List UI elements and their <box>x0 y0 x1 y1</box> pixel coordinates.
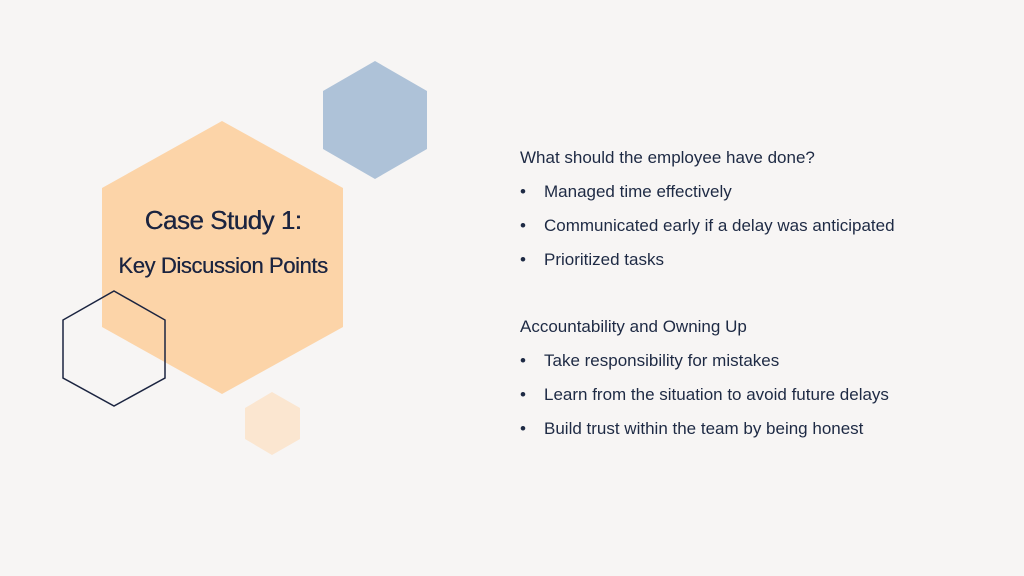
section-spacer <box>520 282 900 315</box>
bullet-item <box>520 349 900 372</box>
bullet-dot: • <box>520 182 526 201</box>
section-employee-actions <box>520 146 900 271</box>
bullet-list <box>520 349 900 440</box>
section-heading: What should the employee have done? <box>520 148 815 167</box>
blue-hexagon <box>323 61 427 179</box>
content-area <box>520 146 900 451</box>
bullet-list <box>520 180 900 271</box>
bullet-text: Communicated early if a delay was anticipated <box>544 216 895 235</box>
bullet-text: Learn from the situation to avoid future delays <box>544 385 889 404</box>
bullet-dot: • <box>520 385 526 404</box>
small-peach-hexagon <box>245 392 300 455</box>
bullet-dot: • <box>520 250 526 269</box>
title-line-1: Case Study 1: <box>144 205 302 235</box>
bullet-item <box>520 417 900 440</box>
bullet-item <box>520 180 900 203</box>
bullet-item <box>520 383 900 406</box>
title-line-2: Key Discussion Points <box>118 253 328 278</box>
bullet-item <box>520 214 900 237</box>
section-heading: Accountability and Owning Up <box>520 317 747 336</box>
slide-title <box>92 200 354 284</box>
section-accountability <box>520 315 900 440</box>
bullet-text: Managed time effectively <box>544 182 732 201</box>
bullet-item <box>520 248 900 271</box>
bullet-text: Take responsibility for mistakes <box>544 351 780 370</box>
bullet-dot: • <box>520 216 526 235</box>
bullet-text: Prioritized tasks <box>544 250 664 269</box>
bullet-dot: • <box>520 351 526 370</box>
bullet-dot: • <box>520 419 526 438</box>
bullet-text: Build trust within the team by being honest <box>544 419 864 438</box>
